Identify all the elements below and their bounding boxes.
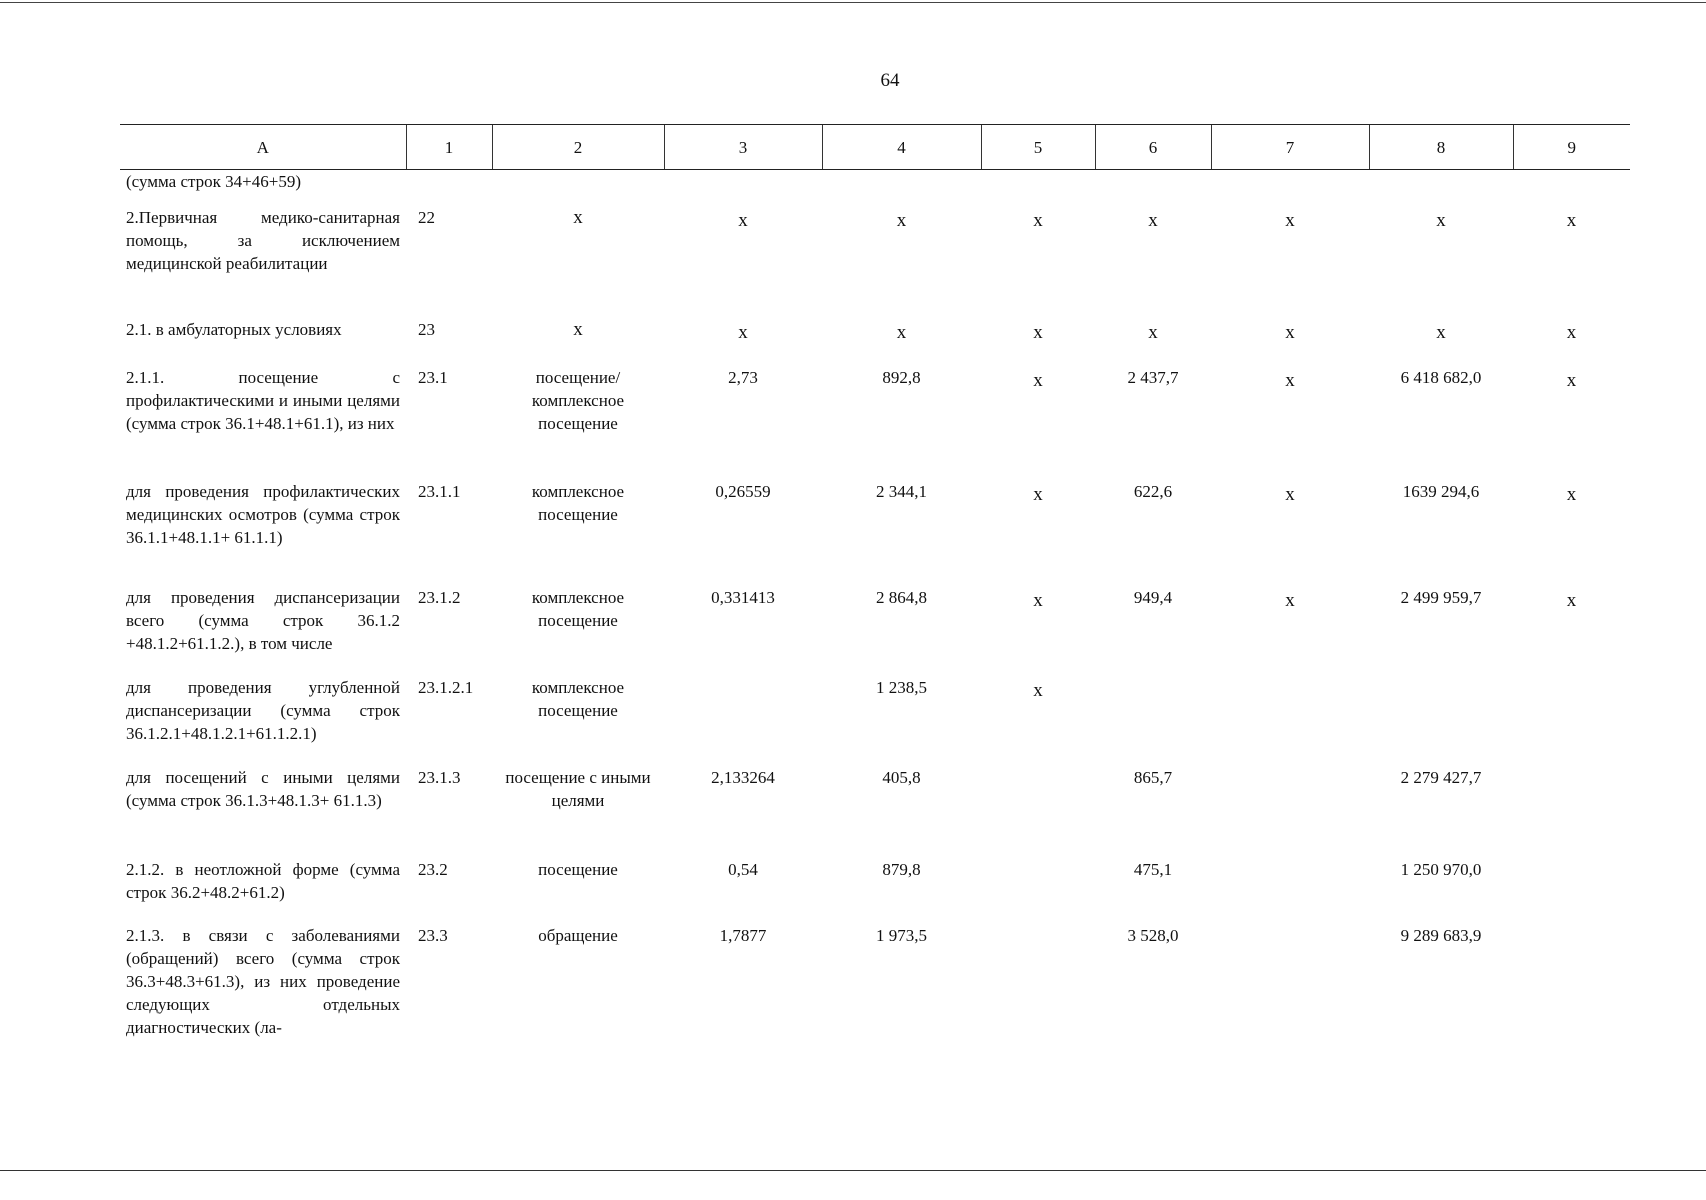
cell-value [1369,586,1513,676]
cell-value [1211,586,1369,676]
table-row [120,766,1630,858]
unit-cell-text: х [573,318,583,340]
cell-value [1513,924,1630,1048]
cell-value-text: 2,73 [728,367,758,387]
cell-value [981,480,1095,586]
row-label [120,676,406,766]
page-number: 64 [880,70,900,91]
column-header-6: 6 [1095,125,1211,170]
cell-value [1095,366,1211,480]
row-label [120,480,406,586]
cell-value [1369,924,1513,1048]
cell-value [1369,206,1513,318]
cell-value [664,206,822,318]
row-code-text: 23.2 [418,859,448,879]
cell-value-text: 2,133264 [711,767,775,787]
row-code [406,206,492,318]
cell-value-text: 0,54 [728,859,758,879]
row-label [120,766,406,858]
cell-value-text: 2 344,1 [876,481,927,501]
row-code [406,318,492,366]
cell-value [822,480,981,586]
column-header-2: 2 [492,125,664,170]
unit-cell-text: посещение [538,859,618,879]
cell-value-text: 0,26559 [715,481,771,501]
row-label-text: 2.Первичная медико-санитарная помощь, за исключением медицинской реабилитации [126,207,400,273]
cell-value [981,366,1095,480]
cell-value-text: 2 499 959,7 [1400,587,1482,607]
row-label [120,586,406,676]
cell-value [822,366,981,480]
unit-cell-text: посещение с иными целями [505,767,651,810]
cell-value [1513,480,1630,586]
cell-value [981,586,1095,676]
cell-value [1095,858,1211,924]
cell-value [1369,858,1513,924]
data-table [120,124,1630,1048]
cell-value-text: х [1033,483,1043,505]
row-label-text: для проведения углубленной диспансеризации (сумма строк 36.1.2.1+48.1.2.1+61.1.2.1) [126,677,400,743]
cell-value [664,858,822,924]
unit-cell-text: посещение/ комплексное посещение [531,367,625,433]
row-label [120,170,406,206]
cell-value [981,206,1095,318]
cell-value [1211,366,1369,480]
cell-value-text: 0,331413 [711,587,775,607]
unit-cell [492,766,664,858]
table-header [120,125,1630,170]
table-row [120,676,1630,766]
table-body [120,170,1630,1048]
cell-value-text: х [738,321,748,343]
cell-value [1095,676,1211,766]
cell-value [1095,586,1211,676]
row-code-text: 23.1.2.1 [418,677,474,697]
cell-value-text: 475,1 [1133,859,1173,879]
cell-value [981,924,1095,1048]
cell-value [664,676,822,766]
cell-value-text: х [1566,589,1577,611]
cell-value [1211,676,1369,766]
row-code-text: 23.1.3 [418,767,461,787]
table-row [120,858,1630,924]
cell-value [1211,206,1369,318]
table-row [120,924,1630,1048]
row-code [406,676,492,766]
cell-value-text: 1 250 970,0 [1400,859,1482,879]
cell-value [664,586,822,676]
unit-cell [492,366,664,480]
cell-value [1369,766,1513,858]
cell-value-text: х [738,209,748,231]
row-label [120,366,406,480]
cell-value-text: х [1033,679,1043,701]
unit-cell-text: комплексное посещение [531,677,625,720]
cell-value [1211,480,1369,586]
unit-cell [492,586,664,676]
cell-value-text: х [1436,209,1446,231]
row-code [406,924,492,1048]
cell-value-text: х [896,321,907,343]
cell-value-text: х [1033,589,1043,611]
cell-value [1095,318,1211,366]
cell-value [1211,170,1369,206]
table-row [120,480,1630,586]
cell-value-text: х [1033,209,1043,231]
row-label-text: для проведения диспансеризации всего (сумма строк 36.1.2 +48.1.2+61.1.2.), в том числе [126,587,400,653]
cell-value [822,676,981,766]
row-label-text: для посещений с иными целями (сумма строк 36.1.3+48.1.3+ 61.1.3) [126,767,400,810]
cell-value-text: 622,6 [1133,481,1173,501]
cell-value-text: х [1148,321,1158,343]
unit-cell-text: х [573,206,583,228]
cell-value [1369,676,1513,766]
row-label-text: для проведения профилактических медицинских осмотров (сумма строк 36.1.1+48.1.1+ 61.1.1) [126,481,400,547]
row-code [406,170,492,206]
cell-value [822,318,981,366]
cell-value-text: 1639 294,6 [1402,481,1480,501]
unit-cell [492,206,664,318]
cell-value-text: 892,8 [882,367,921,387]
cell-value-text: 1 238,5 [876,677,927,697]
row-code-text: 23.1.2 [418,587,461,607]
cell-value-text: 6 418 682,0 [1400,367,1482,387]
cell-value-text: 405,8 [882,767,921,787]
row-code [406,366,492,480]
cell-value [1095,170,1211,206]
cell-value [981,766,1095,858]
cell-value [1095,206,1211,318]
unit-cell [492,318,664,366]
cell-value [1095,480,1211,586]
row-code-text: 23.1.1 [418,481,461,501]
unit-cell [492,676,664,766]
cell-value [664,924,822,1048]
row-label [120,858,406,924]
row-label-text: (сумма строк 34+46+59) [126,172,301,191]
cell-value-text: 1,7877 [719,925,767,945]
cell-value [822,170,981,206]
unit-cell [492,924,664,1048]
cell-value-text: х [1285,321,1295,343]
row-label [120,206,406,318]
row-code-text: 22 [418,207,435,227]
cell-value [664,480,822,586]
column-header-3: 3 [664,125,822,170]
table-row [120,170,1630,206]
table-row [120,586,1630,676]
row-code [406,766,492,858]
row-label-text: 2.1. в амбулаторных условиях [126,319,342,339]
column-header-5: 5 [981,125,1095,170]
column-header-1: 1 [406,125,492,170]
cell-value [1513,766,1630,858]
cell-value [822,924,981,1048]
unit-cell-text: комплексное посещение [531,587,625,630]
cell-value-text: х [1033,369,1043,391]
cell-value [664,318,822,366]
row-code-text: 23.1 [418,367,448,387]
column-header-0: А [120,125,406,170]
cell-value-text: 3 528,0 [1127,925,1179,945]
cell-value [822,858,981,924]
cell-value-text: 949,4 [1133,587,1173,607]
cell-value [822,586,981,676]
row-code [406,586,492,676]
unit-cell-text: обращение [538,925,618,945]
cell-value [1513,366,1630,480]
header-row [120,125,1630,170]
cell-value [1211,318,1369,366]
cell-value [1513,676,1630,766]
cell-value-text: х [1566,369,1577,391]
cell-value [1513,858,1630,924]
cell-value-text: 879,8 [882,859,921,879]
cell-value [981,318,1095,366]
row-label-text: 2.1.3. в связи с заболеваниями (обращений) всего (сумма строк 36.3+48.3+61.3), из них проведение следующих отдельных диагностических (ла- [126,925,400,1037]
unit-cell [492,858,664,924]
row-code [406,858,492,924]
cell-value-text: х [1285,589,1295,611]
cell-value-text: х [1033,321,1043,343]
cell-value [1513,206,1630,318]
cell-value [981,858,1095,924]
cell-value [1513,318,1630,366]
cell-value [981,676,1095,766]
cell-value [664,366,822,480]
unit-cell [492,480,664,586]
cell-value [1369,170,1513,206]
cell-value [1369,480,1513,586]
unit-cell-text: комплексное посещение [531,481,625,524]
cell-value [1369,366,1513,480]
cell-value-text: х [1566,209,1577,231]
unit-cell [492,170,664,206]
cell-value-text: 9 289 683,9 [1400,925,1482,945]
cell-value [981,170,1095,206]
cell-value-text: 2 864,8 [876,587,927,607]
cell-value-text: 2 437,7 [1127,367,1179,387]
cell-value [1211,858,1369,924]
cell-value [1211,766,1369,858]
cell-value [822,206,981,318]
row-label-text: 2.1.1. посещение с профилактическими и иными целями (сумма строк 36.1+48.1+61.1), из них [126,367,400,433]
cell-value [1369,318,1513,366]
column-header-4: 4 [822,125,981,170]
table-row [120,318,1630,366]
scan-top-line [0,2,1706,3]
row-label [120,318,406,366]
cell-value [1513,170,1630,206]
row-code-text: 23 [418,319,435,339]
scan-bottom-line [0,1170,1706,1171]
table-row [120,206,1630,318]
cell-value [1095,924,1211,1048]
cell-value [1513,586,1630,676]
cell-value-text: х [1285,369,1295,391]
cell-value [1095,766,1211,858]
cell-value-text: х [1566,483,1577,505]
cell-value-text: 865,7 [1133,767,1173,787]
cell-value [664,170,822,206]
row-code-text: 23.3 [418,925,448,945]
row-code [406,480,492,586]
cell-value [1211,924,1369,1048]
cell-value-text: х [896,209,907,231]
cell-value-text: х [1285,483,1295,505]
cell-value-text: х [1566,321,1577,343]
row-label [120,924,406,1048]
cell-value [664,766,822,858]
cell-value-text: х [1148,209,1158,231]
column-header-9: 9 [1513,125,1630,170]
column-header-7: 7 [1211,125,1369,170]
cell-value-text: х [1436,321,1446,343]
cell-value-text: 1 973,5 [876,925,927,945]
cell-value-text: 2 279 427,7 [1400,767,1482,787]
cell-value-text: х [1285,209,1295,231]
row-label-text: 2.1.2. в неотложной форме (сумма строк 36.2+48.2+61.2) [126,859,400,902]
table-row [120,366,1630,480]
cell-value [822,766,981,858]
column-header-8: 8 [1369,125,1513,170]
